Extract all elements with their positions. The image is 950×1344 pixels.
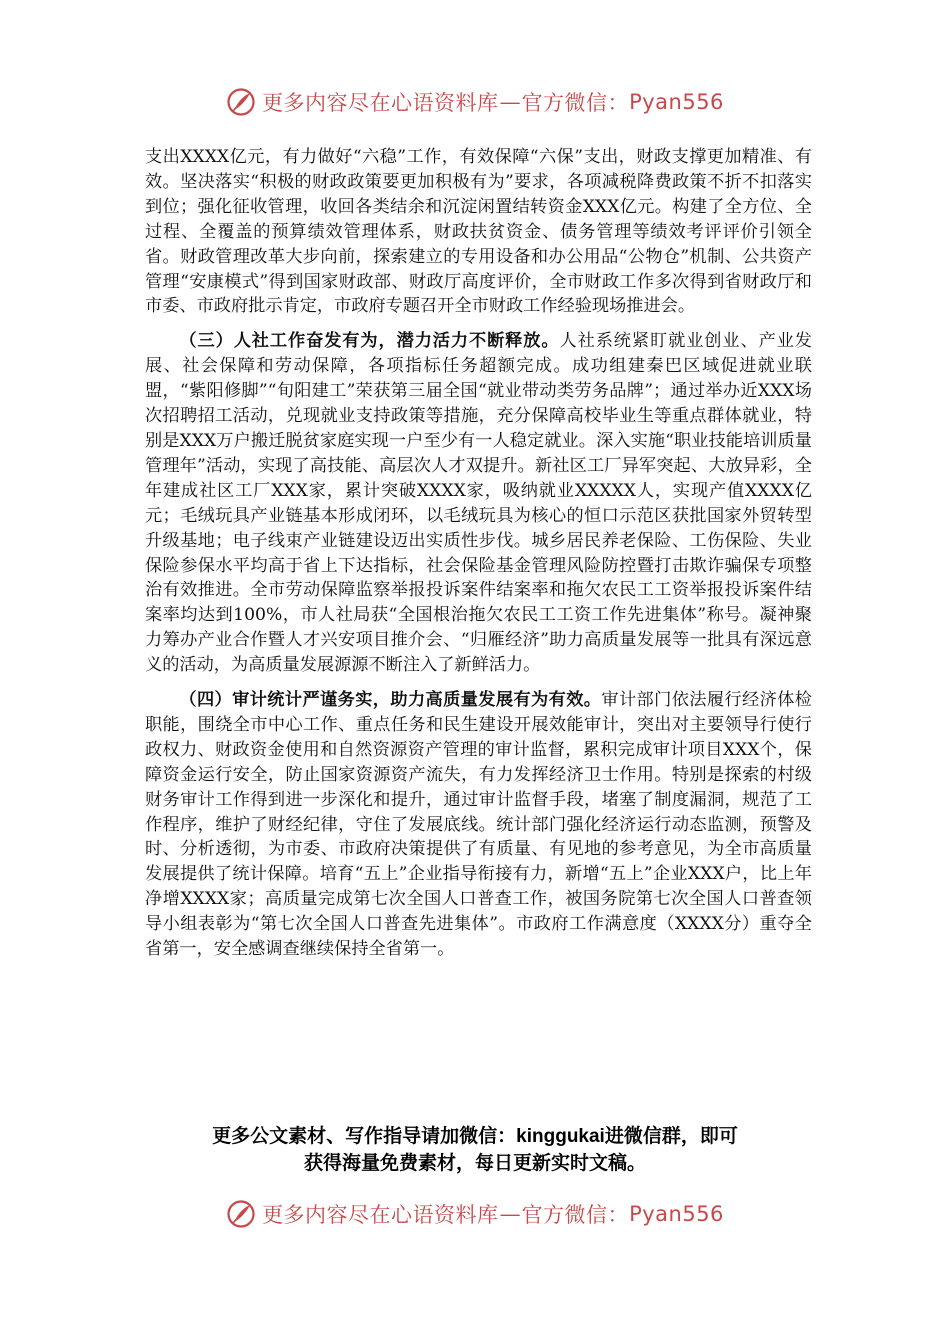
cta-line-1-prefix: 更多公文素材、写作指导请加微信： <box>212 1125 517 1147</box>
paragraph-finance: 支出XXXX亿元，有力做好“六稳”工作，有效保障“六保”支出，财政支撑更加精准、有效。坚决落实“积极的财政政策要更加积极有为”要求，各项减税降费政策不折不扣落实到位；强化征收管理，收回各类结余和沉淀闲置结转资金XXX亿元。构建了全方位、全过程、全覆盖的预算绩效管理体系，财政扶贫资金、债务管理等绩效考评评价引领全省。财政管理改革大步向前，探索建立的专用设备和办公用品“公物仓”机制、公共资产管理“安康模式”得到国家财政部、财政厅高度评价，全市财政工作多次得到省财政厅和市委、市政府批示肯定，市政府专题召开全市财政工作经验现场推进会。 <box>145 147 812 317</box>
watermark-separator: — <box>499 1202 521 1226</box>
watermark-separator: — <box>499 90 521 114</box>
watermark-wechat-id: Pyan556 <box>629 1202 724 1226</box>
document-body <box>145 145 812 972</box>
cta-line-2: 获得海量免费素材，每日更新实时文稿。 <box>303 1152 646 1174</box>
section-heading-hr: （三）人社工作奋发有为，潜力活力不断释放。 <box>179 331 560 352</box>
cta-wechat-id: kinggukai <box>516 1126 605 1147</box>
paragraph-hr-text: 人社系统紧盯就业创业、产业发展、社会保障和劳动保障，各项指标任务超额完成。成功组建秦巴区域促进就业联盟，“紫阳修脚”“旬阳建工”荣获第三届全国“就业带动类劳务品牌”；通过举办近XXX场次招聘招工活动，兑现就业支持政策等措施，充分保障高校毕业生等重点群体就业，特别是XXX万户搬迁脱贫家庭实现一户至少有一人稳定就业。深入实施“职业技能培训质量管理年”活动，实现了高技能、高层次人才双提升。新社区工厂异军突起、大放异彩，全年建成社区工厂XXX家，累计突破XXXX家，吸纳就业XXXXX人，实现产值XXXX亿元；毛绒玩具产业链基本形成闭环，以毛绒玩具为核心的恒口示范区获批国家外贸转型升级基地；电子线束产业链建设迈出实质性步伐。城乡居民养老保险、工伤保险、失业保险参保水平均高于省上下达指标，社会保险基金管理风险防控暨打击欺诈骗保专项整治有效推进。全市劳动保障监察举报投诉案件结案率和拖欠农民工工资举报投诉案件结案率均达到100%，市人社局获“全国根治拖欠农民工工资工作先进集体”称号。凝神聚力筹办产业合作暨人才兴安项目推介会、“归雁经济”助力高质量发展等一批具有深远意义的活动，为高质量发展源源不断注入了新鲜活力。 <box>145 331 812 676</box>
cta-line-1 <box>0 1123 950 1150</box>
paragraph-audit-statistics <box>145 688 812 962</box>
cta-line-1-suffix: 进微信群，即可 <box>604 1125 738 1147</box>
footer-watermark-banner <box>0 1197 950 1231</box>
watermark-text: 更多内容尽在心语资料库 <box>262 1203 499 1227</box>
watermark-wechat-label: 官方微信： <box>521 91 630 115</box>
watermark-wechat-label: 官方微信： <box>521 1203 630 1227</box>
feather-pen-circle-icon <box>226 87 256 117</box>
feather-pen-circle-icon <box>226 1199 256 1229</box>
header-watermark-banner <box>0 85 950 119</box>
paragraph-audit-text: 审计部门依法履行经济体检职能，围绕全市中心工作、重点任务和民生建设开展效能审计，突出对主要领导行使行政权力、财政资金使用和自然资源资产管理的审计监督，累积完成审计项目XXX个，保障资金运行安全，防止国家资源资产流失，有力发挥经济卫士作用。特别是探索的村级财务审计工作得到进一步深化和提升，通过审计监督手段，堵塞了制度漏洞，规范了工作程序，维护了财经纪律，守住了发展底线。统计部门强化经济运行动态监测，预警及时、分析透彻，为市委、市政府决策提供了有质量、有见地的参考意见，为全市高质量发展提供了统计保障。培育“五上”企业指导衔接有力，新增“五上”企业XXX户，比上年净增XXXX家；高质量完成第七次全国人口普查工作，被国务院第七次全国人口普查领导小组表彰为“第七次全国人口普查先进集体”。市政府工作满意度（XXXX分）重夺全省第一，安全感调查继续保持全省第一。 <box>145 690 812 960</box>
section-heading-audit: （四）审计统计严谨务实，助力高质量发展有为有效。 <box>179 690 602 711</box>
watermark-wechat-id: Pyan556 <box>629 90 724 114</box>
paragraph-hr-social-security <box>145 329 812 678</box>
watermark-text: 更多内容尽在心语资料库 <box>262 91 499 115</box>
footer-cta <box>0 1123 950 1177</box>
